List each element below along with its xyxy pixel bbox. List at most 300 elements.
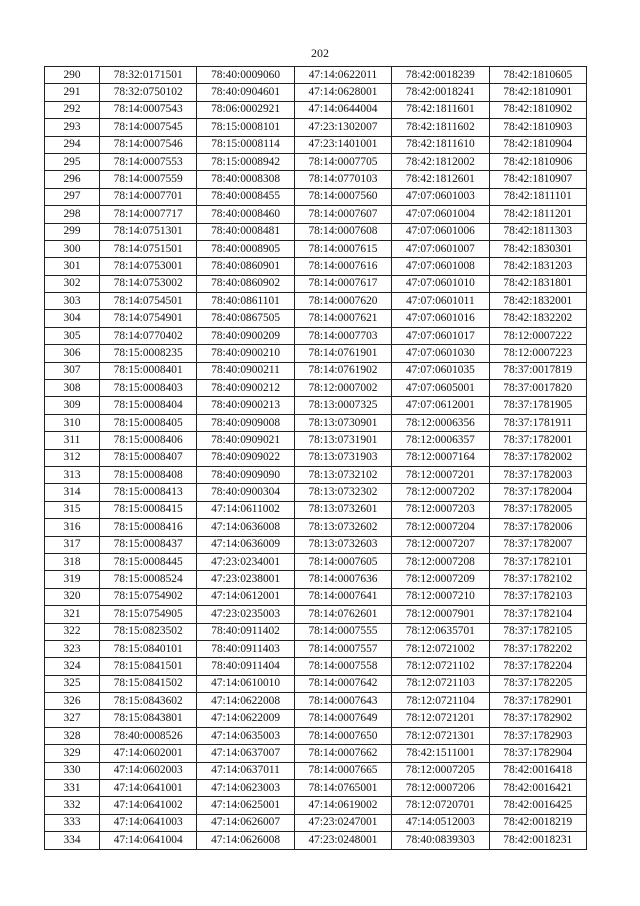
cadastral-number-cell: 78:42:1810907 [489, 171, 586, 188]
row-number-cell: 304 [45, 310, 100, 327]
cadastral-number-cell: 47:14:0622009 [197, 710, 294, 727]
cadastral-number-cell: 78:14:0751301 [100, 223, 197, 240]
cadastral-number-cell: 78:15:0841502 [100, 675, 197, 692]
row-number-cell: 311 [45, 432, 100, 449]
cadastral-number-cell: 78:14:0007555 [294, 623, 391, 640]
cadastral-number-cell: 47:14:0637007 [197, 745, 294, 762]
cadastral-number-cell: 78:14:0007558 [294, 658, 391, 675]
table-row [45, 327, 587, 344]
cadastral-number-cell: 47:07:0601035 [392, 362, 489, 379]
table-row [45, 206, 587, 223]
cadastral-number-cell: 47:23:0248001 [294, 832, 391, 849]
cadastral-number-cell: 47:14:0602001 [100, 745, 197, 762]
table-row [45, 640, 587, 657]
cadastral-number-cell: 78:14:0007701 [100, 188, 197, 205]
cadastral-number-cell: 78:37:0017820 [489, 380, 586, 397]
cadastral-number-cell: 78:14:0007643 [294, 693, 391, 710]
cadastral-number-cell: 47:14:0641004 [100, 832, 197, 849]
cadastral-number-cell: 47:14:0641002 [100, 797, 197, 814]
cadastral-number-cell: 78:13:0732102 [294, 466, 391, 483]
cadastral-number-cell: 78:40:0900213 [197, 397, 294, 414]
table-row [45, 658, 587, 675]
cadastral-number-cell: 47:14:0619002 [294, 797, 391, 814]
cadastral-number-cell: 78:15:0008406 [100, 432, 197, 449]
table-row [45, 414, 587, 431]
table-row [45, 832, 587, 849]
cadastral-number-cell: 78:42:1812002 [392, 153, 489, 170]
cadastral-number-cell: 78:12:0007208 [392, 553, 489, 570]
cadastral-number-cell: 47:23:1401001 [294, 136, 391, 153]
cadastral-number-cell: 78:13:0007325 [294, 397, 391, 414]
cadastral-number-cell: 78:42:1811610 [392, 136, 489, 153]
cadastral-number-cell: 78:15:0008403 [100, 380, 197, 397]
cadastral-number-cell: 78:42:1810904 [489, 136, 586, 153]
row-number-cell: 318 [45, 553, 100, 570]
cadastral-number-cell: 78:12:0007223 [489, 345, 586, 362]
cadastral-number-cell: 78:40:0008308 [197, 171, 294, 188]
cadastral-number-cell: 78:15:0823502 [100, 623, 197, 640]
page-number: 202 [311, 46, 329, 60]
table-row [45, 258, 587, 275]
cadastral-number-cell: 78:14:0751501 [100, 240, 197, 257]
cadastral-number-cell: 78:40:0911403 [197, 640, 294, 657]
cadastral-number-cell: 47:14:0611002 [197, 501, 294, 518]
cadastral-number-cell: 78:14:0007608 [294, 223, 391, 240]
cadastral-number-cell: 78:42:1810902 [489, 101, 586, 118]
cadastral-number-cell: 78:15:0754902 [100, 588, 197, 605]
cadastral-number-cell: 78:12:0007207 [392, 536, 489, 553]
table-row [45, 588, 587, 605]
cadastral-number-cell: 78:12:0007222 [489, 327, 586, 344]
cadastral-number-cell: 47:14:0625001 [197, 797, 294, 814]
cadastral-number-cell: 47:14:0602003 [100, 762, 197, 779]
cadastral-number-cell: 78:14:0007717 [100, 206, 197, 223]
table-row [45, 397, 587, 414]
cadastral-number-cell: 47:23:0238001 [197, 571, 294, 588]
row-number-cell: 312 [45, 449, 100, 466]
cadastral-number-cell: 78:12:0007210 [392, 588, 489, 605]
cadastral-number-cell: 78:40:0009060 [197, 67, 294, 84]
table-row [45, 240, 587, 257]
cadastral-number-cell: 78:14:0007617 [294, 275, 391, 292]
cadastral-number-cell: 78:37:1782003 [489, 466, 586, 483]
cadastral-number-cell: 47:14:0622008 [197, 693, 294, 710]
cadastral-number-cell: 78:14:0754901 [100, 310, 197, 327]
cadastral-number-cell: 78:15:0008407 [100, 449, 197, 466]
table-row [45, 553, 587, 570]
cadastral-number-cell: 78:37:1782102 [489, 571, 586, 588]
cadastral-number-cell: 78:15:0008405 [100, 414, 197, 431]
cadastral-number-cell: 78:42:0018219 [489, 814, 586, 831]
cadastral-number-cell: 78:40:0900209 [197, 327, 294, 344]
cadastral-number-cell: 78:37:0017819 [489, 362, 586, 379]
cadastral-number-cell: 78:42:0016425 [489, 797, 586, 814]
row-number-cell: 316 [45, 519, 100, 536]
table-row [45, 432, 587, 449]
cadastral-number-cell: 78:12:0721002 [392, 640, 489, 657]
cadastral-number-cell: 78:15:0008235 [100, 345, 197, 362]
cadastral-number-cell: 78:14:0007560 [294, 188, 391, 205]
cadastral-number-cell: 47:07:0601010 [392, 275, 489, 292]
row-number-cell: 307 [45, 362, 100, 379]
cadastral-number-cell: 78:40:0860901 [197, 258, 294, 275]
cadastral-number-cell: 78:15:0840101 [100, 640, 197, 657]
cadastral-number-cell: 47:07:0601030 [392, 345, 489, 362]
row-number-cell: 323 [45, 640, 100, 657]
table-row [45, 727, 587, 744]
table-row [45, 710, 587, 727]
cadastral-number-cell: 78:13:0732603 [294, 536, 391, 553]
cadastral-number-cell: 47:14:0626008 [197, 832, 294, 849]
row-number-cell: 295 [45, 153, 100, 170]
row-number-cell: 326 [45, 693, 100, 710]
cadastral-number-cell: 78:40:0909021 [197, 432, 294, 449]
row-number-cell: 302 [45, 275, 100, 292]
cadastral-number-cell: 47:14:0637011 [197, 762, 294, 779]
cadastral-number-cell: 47:14:0612001 [197, 588, 294, 605]
cadastral-number-cell: 47:07:0601006 [392, 223, 489, 240]
cadastral-number-cell: 78:42:1832001 [489, 293, 586, 310]
cadastral-number-cell: 78:14:0007616 [294, 258, 391, 275]
row-number-cell: 296 [45, 171, 100, 188]
cadastral-number-cell: 78:12:0721102 [392, 658, 489, 675]
cadastral-number-cell: 78:37:1781911 [489, 414, 586, 431]
cadastral-number-cell: 78:12:0635701 [392, 623, 489, 640]
row-number-cell: 314 [45, 484, 100, 501]
cadastral-number-cell: 78:14:0770402 [100, 327, 197, 344]
row-number-cell: 333 [45, 814, 100, 831]
cadastral-number-cell: 78:37:1781905 [489, 397, 586, 414]
cadastral-number-cell: 78:12:0006356 [392, 414, 489, 431]
table-row [45, 171, 587, 188]
row-number-cell: 331 [45, 780, 100, 797]
cadastral-number-cell: 78:06:0002921 [197, 101, 294, 118]
cadastral-number-cell: 78:12:0721104 [392, 693, 489, 710]
cadastral-number-cell: 78:42:1811303 [489, 223, 586, 240]
cadastral-number-cell: 78:13:0731903 [294, 449, 391, 466]
cadastral-number-cell: 78:12:0721301 [392, 727, 489, 744]
row-number-cell: 301 [45, 258, 100, 275]
row-number-cell: 320 [45, 588, 100, 605]
cadastral-number-cell: 78:37:1782002 [489, 449, 586, 466]
cadastral-number-cell: 78:42:1811602 [392, 119, 489, 136]
table-row [45, 153, 587, 170]
row-number-cell: 319 [45, 571, 100, 588]
row-number-cell: 306 [45, 345, 100, 362]
cadastral-number-cell: 78:14:0761901 [294, 345, 391, 362]
cadastral-number-cell: 78:37:1782904 [489, 745, 586, 762]
table-row [45, 623, 587, 640]
cadastral-number-cell: 78:37:1782105 [489, 623, 586, 640]
cadastral-number-cell: 78:37:1782103 [489, 588, 586, 605]
cadastral-number-cell: 78:40:0909022 [197, 449, 294, 466]
row-number-cell: 309 [45, 397, 100, 414]
cadastral-number-cell: 78:37:1782101 [489, 553, 586, 570]
cadastral-number-cell: 78:14:0007607 [294, 206, 391, 223]
row-number-cell: 310 [45, 414, 100, 431]
cadastral-number-cell: 78:14:0761902 [294, 362, 391, 379]
table-row [45, 675, 587, 692]
cadastral-number-cell: 78:42:1831203 [489, 258, 586, 275]
cadastral-number-cell: 78:40:0900211 [197, 362, 294, 379]
cadastral-number-cell: 47:14:0622011 [294, 67, 391, 84]
cadastral-number-cell: 78:37:1782001 [489, 432, 586, 449]
cadastral-number-cell: 78:37:1782204 [489, 658, 586, 675]
table-row [45, 136, 587, 153]
cadastral-number-cell: 78:13:0732602 [294, 519, 391, 536]
row-number-cell: 308 [45, 380, 100, 397]
row-number-cell: 334 [45, 832, 100, 849]
cadastral-number-cell: 78:14:0007650 [294, 727, 391, 744]
row-number-cell: 322 [45, 623, 100, 640]
cadastral-number-cell: 78:32:0171501 [100, 67, 197, 84]
cadastral-number-cell: 78:13:0732601 [294, 501, 391, 518]
cadastral-number-cell: 78:37:1782205 [489, 675, 586, 692]
cadastral-number-cell: 78:40:0900212 [197, 380, 294, 397]
cadastral-number-cell: 78:42:1812601 [392, 171, 489, 188]
cadastral-number-cell: 78:14:0007546 [100, 136, 197, 153]
cadastral-number-cell: 78:12:0007202 [392, 484, 489, 501]
cadastral-number-cell: 78:15:0008524 [100, 571, 197, 588]
cadastral-number-cell: 78:32:0750102 [100, 84, 197, 101]
table-row [45, 345, 587, 362]
row-number-cell: 294 [45, 136, 100, 153]
cadastral-number-cell: 78:42:1810901 [489, 84, 586, 101]
table-row [45, 501, 587, 518]
cadastral-number-cell: 78:15:0008413 [100, 484, 197, 501]
cadastral-number-cell: 78:42:1811201 [489, 206, 586, 223]
cadastral-number-cell: 78:40:0900210 [197, 345, 294, 362]
table-row [45, 188, 587, 205]
cadastral-number-cell: 78:14:0753002 [100, 275, 197, 292]
table-row [45, 814, 587, 831]
cadastral-number-cell: 78:15:0008942 [197, 153, 294, 170]
cadastral-number-cell: 78:40:0860902 [197, 275, 294, 292]
cadastral-number-cell: 78:40:0008526 [100, 727, 197, 744]
cadastral-number-cell: 47:14:0512003 [392, 814, 489, 831]
cadastral-number-cell: 78:12:0007901 [392, 606, 489, 623]
table-row [45, 780, 587, 797]
row-number-cell: 315 [45, 501, 100, 518]
cadastral-number-cell: 78:37:1782903 [489, 727, 586, 744]
cadastral-number-cell: 47:07:0601007 [392, 240, 489, 257]
cadastral-number-cell: 78:14:0007615 [294, 240, 391, 257]
cadastral-number-cell: 47:14:0635003 [197, 727, 294, 744]
cadastral-number-cell: 78:40:0904601 [197, 84, 294, 101]
cadastral-number-cell: 78:40:0008905 [197, 240, 294, 257]
cadastral-number-cell: 78:14:0007641 [294, 588, 391, 605]
cadastral-number-cell: 78:40:0839303 [392, 832, 489, 849]
cadastral-number-cell: 78:14:0007545 [100, 119, 197, 136]
cadastral-number-cell: 78:37:1782901 [489, 693, 586, 710]
cadastral-number-cell: 47:14:0641003 [100, 814, 197, 831]
table-row [45, 571, 587, 588]
row-number-cell: 297 [45, 188, 100, 205]
cadastral-number-cell: 78:42:1811601 [392, 101, 489, 118]
cadastral-number-cell: 47:07:0601017 [392, 327, 489, 344]
cadastral-number-cell: 78:15:0008437 [100, 536, 197, 553]
row-number-cell: 292 [45, 101, 100, 118]
cadastral-number-cell: 78:15:0008415 [100, 501, 197, 518]
cadastral-number-cell: 47:07:0601011 [392, 293, 489, 310]
cadastral-number-cell: 47:14:0626007 [197, 814, 294, 831]
cadastral-number-cell: 47:07:0601008 [392, 258, 489, 275]
table-row [45, 67, 587, 84]
table-row [45, 380, 587, 397]
row-number-cell: 299 [45, 223, 100, 240]
cadastral-number-cell: 78:12:0007002 [294, 380, 391, 397]
cadastral-number-cell: 78:14:0007662 [294, 745, 391, 762]
cadastral-number-cell: 78:42:0016418 [489, 762, 586, 779]
cadastral-number-cell: 78:37:1782006 [489, 519, 586, 536]
cadastral-number-cell: 78:14:0762601 [294, 606, 391, 623]
cadastral-number-cell: 78:14:0753001 [100, 258, 197, 275]
cadastral-number-cell: 47:07:0612001 [392, 397, 489, 414]
cadastral-number-cell: 78:15:0008401 [100, 362, 197, 379]
cadastral-number-cell: 78:14:0007621 [294, 310, 391, 327]
cadastral-number-cell: 78:42:0016421 [489, 780, 586, 797]
table-row [45, 223, 587, 240]
cadastral-number-cell: 78:40:0008455 [197, 188, 294, 205]
cadastral-number-cell: 78:40:0008481 [197, 223, 294, 240]
cadastral-number-cell: 78:14:0007557 [294, 640, 391, 657]
cadastral-number-cell: 78:12:0007201 [392, 466, 489, 483]
cadastral-number-cell: 78:37:1782005 [489, 501, 586, 518]
row-number-cell: 293 [45, 119, 100, 136]
row-number-cell: 330 [45, 762, 100, 779]
cadastral-number-cell: 78:40:0008460 [197, 206, 294, 223]
cadastral-number-cell: 78:42:1830301 [489, 240, 586, 257]
cadastral-number-cell: 47:23:0247001 [294, 814, 391, 831]
cadastral-number-cell: 78:42:1810605 [489, 67, 586, 84]
cadastral-number-cell: 47:07:0601016 [392, 310, 489, 327]
cadastral-number-cell: 78:14:0007636 [294, 571, 391, 588]
cadastral-number-cell: 78:15:0754905 [100, 606, 197, 623]
row-number-cell: 317 [45, 536, 100, 553]
cadastral-number-cell: 78:12:0721103 [392, 675, 489, 692]
table-body [45, 67, 587, 850]
cadastral-number-cell: 47:14:0644004 [294, 101, 391, 118]
row-number-cell: 291 [45, 84, 100, 101]
cadastral-number-cell: 78:42:1810903 [489, 119, 586, 136]
cadastral-number-cell: 78:14:0007553 [100, 153, 197, 170]
cadastral-number-cell: 78:14:0007642 [294, 675, 391, 692]
cadastral-number-cell: 78:12:0720701 [392, 797, 489, 814]
cadastral-number-cell: 78:42:0018231 [489, 832, 586, 849]
cadastral-number-cell: 78:42:1511001 [392, 745, 489, 762]
cadastral-number-cell: 78:42:1831801 [489, 275, 586, 292]
table-row [45, 745, 587, 762]
cadastral-number-cell: 78:40:0911402 [197, 623, 294, 640]
cadastral-number-cell: 78:14:0770103 [294, 171, 391, 188]
table-row [45, 484, 587, 501]
row-number-cell: 300 [45, 240, 100, 257]
table-row [45, 519, 587, 536]
cadastral-number-cell: 78:40:0911404 [197, 658, 294, 675]
table-row [45, 293, 587, 310]
cadastral-number-cell: 78:14:0754501 [100, 293, 197, 310]
cadastral-number-cell: 78:40:0900304 [197, 484, 294, 501]
cadastral-number-cell: 78:42:0018241 [392, 84, 489, 101]
cadastral-number-cell: 78:15:0841501 [100, 658, 197, 675]
cadastral-number-cell: 78:42:1811101 [489, 188, 586, 205]
cadastral-number-cell: 78:15:0008445 [100, 553, 197, 570]
row-number-cell: 313 [45, 466, 100, 483]
row-number-cell: 290 [45, 67, 100, 84]
table-row [45, 693, 587, 710]
cadastral-number-cell: 78:42:1832202 [489, 310, 586, 327]
cadastral-number-cell: 78:40:0861101 [197, 293, 294, 310]
cadastral-number-cell: 47:14:0636009 [197, 536, 294, 553]
cadastral-number-cell: 78:14:0007543 [100, 101, 197, 118]
cadastral-number-cell: 47:23:1302007 [294, 119, 391, 136]
cadastral-number-cell: 78:14:0007605 [294, 553, 391, 570]
cadastral-number-cell: 78:37:1782007 [489, 536, 586, 553]
cadastral-number-cell: 47:07:0601004 [392, 206, 489, 223]
cadastral-number-cell: 47:14:0628001 [294, 84, 391, 101]
table-row [45, 536, 587, 553]
cadastral-number-cell: 78:37:1782004 [489, 484, 586, 501]
row-number-cell: 305 [45, 327, 100, 344]
cadastral-number-cell: 47:14:0623003 [197, 780, 294, 797]
cadastral-number-cell: 78:15:0843602 [100, 693, 197, 710]
table-row [45, 275, 587, 292]
cadastral-number-cell: 47:23:0234001 [197, 553, 294, 570]
table-row [45, 84, 587, 101]
cadastral-number-cell: 78:40:0867505 [197, 310, 294, 327]
row-number-cell: 298 [45, 206, 100, 223]
cadastral-number-cell: 78:12:0007209 [392, 571, 489, 588]
cadastral-number-cell: 78:13:0731901 [294, 432, 391, 449]
row-number-cell: 327 [45, 710, 100, 727]
cadastral-number-cell: 78:12:0006357 [392, 432, 489, 449]
cadastral-number-cell: 78:14:0007703 [294, 327, 391, 344]
cadastral-number-cell: 78:40:0909090 [197, 466, 294, 483]
cadastral-number-cell: 78:12:0007205 [392, 762, 489, 779]
cadastral-number-cell: 47:14:0610010 [197, 675, 294, 692]
row-number-cell: 328 [45, 727, 100, 744]
cadastral-number-cell: 78:14:0007705 [294, 153, 391, 170]
row-number-cell: 329 [45, 745, 100, 762]
table-row [45, 606, 587, 623]
cadastral-number-cell: 78:14:0765001 [294, 780, 391, 797]
table-row [45, 762, 587, 779]
table-row [45, 466, 587, 483]
row-number-cell: 321 [45, 606, 100, 623]
cadastral-number-cell: 78:14:0007665 [294, 762, 391, 779]
cadastral-number-cell: 78:15:0843801 [100, 710, 197, 727]
cadastral-number-cell: 78:37:1782104 [489, 606, 586, 623]
cadastral-number-cell: 78:14:0007620 [294, 293, 391, 310]
cadastral-number-cell: 78:42:0018239 [392, 67, 489, 84]
cadastral-number-cell: 78:14:0007649 [294, 710, 391, 727]
cadastral-number-cell: 78:15:0008416 [100, 519, 197, 536]
cadastral-number-cell: 78:12:0007204 [392, 519, 489, 536]
cadastral-number-cell: 78:42:1810906 [489, 153, 586, 170]
cadastral-number-cell: 78:15:0008101 [197, 119, 294, 136]
cadastral-number-cell: 47:07:0605001 [392, 380, 489, 397]
cadastral-number-cell: 47:14:0641001 [100, 780, 197, 797]
cadastral-number-cell: 47:14:0636008 [197, 519, 294, 536]
table-row [45, 449, 587, 466]
table-row [45, 362, 587, 379]
row-number-cell: 324 [45, 658, 100, 675]
cadastral-number-cell: 78:40:0909008 [197, 414, 294, 431]
row-number-cell: 325 [45, 675, 100, 692]
row-number-cell: 303 [45, 293, 100, 310]
cadastral-number-cell: 78:37:1782902 [489, 710, 586, 727]
cadastral-number-cell: 78:13:0732302 [294, 484, 391, 501]
